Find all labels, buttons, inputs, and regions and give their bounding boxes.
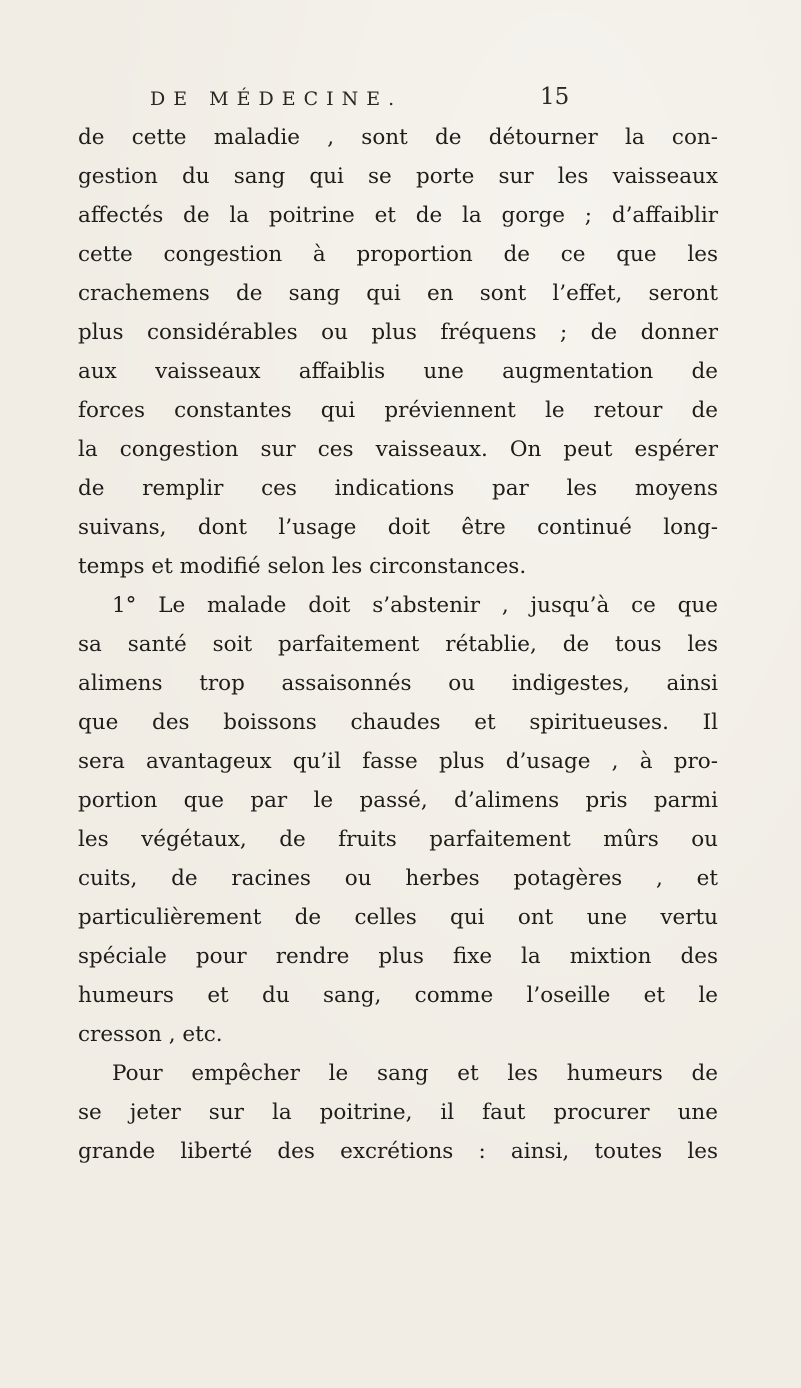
- text-line: aux vaisseaux affaiblis une augmentation de: [78, 359, 718, 384]
- text-line: cette congestion à proportion de ce que les: [78, 242, 718, 267]
- text-line: suivans, dont l’usage doit être continué long-: [78, 515, 718, 540]
- text-line: la congestion sur ces vaisseaux. On peut espérer: [78, 437, 718, 462]
- text-line: gestion du sang qui se porte sur les vaisseaux: [78, 164, 718, 189]
- text-line: forces constantes qui préviennent le retour de: [78, 398, 718, 423]
- text-line: plus considérables ou plus fréquens ; de donner: [78, 320, 718, 345]
- text-line: alimens trop assaisonnés ou indigestes, ainsi: [78, 671, 718, 696]
- text-line: que des boissons chaudes et spiritueuses. Il: [78, 710, 718, 735]
- page-number: 15: [540, 84, 570, 110]
- text-line: de cette maladie , sont de détourner la con-: [78, 125, 718, 150]
- text-line: se jeter sur la poitrine, il faut procurer une: [78, 1100, 718, 1125]
- text-line: grande liberté des excrétions : ainsi, toutes les: [78, 1139, 718, 1164]
- text-line: spéciale pour rendre plus fixe la mixtion des: [78, 944, 718, 969]
- text-line: cresson , etc.: [78, 1022, 223, 1047]
- text-line: Pour empêcher le sang et les humeurs de: [112, 1061, 718, 1086]
- text-line: crachemens de sang qui en sont l’effet, seront: [78, 281, 718, 306]
- text-line: sera avantageux qu’il fasse plus d’usage , à pro-: [78, 749, 718, 774]
- running-title: DE MÉDECINE.: [150, 88, 403, 110]
- text-line: portion que par le passé, d’alimens pris parmi: [78, 788, 718, 813]
- text-line: affectés de la poitrine et de la gorge ; d’affaiblir: [78, 203, 718, 228]
- body-text: [78, 118, 718, 1171]
- text-line: les végétaux, de fruits parfaitement mûrs ou: [78, 827, 718, 852]
- text-line: sa santé soit parfaitement rétablie, de tous les: [78, 632, 718, 657]
- text-line: particulièrement de celles qui ont une vertu: [78, 905, 718, 930]
- text-line: temps et modifié selon les circonstances.: [78, 554, 527, 579]
- running-head: [150, 86, 750, 116]
- text-line: humeurs et du sang, comme l’oseille et le: [78, 983, 718, 1008]
- text-line: cuits, de racines ou herbes potagères , et: [78, 866, 718, 891]
- text-line: 1° Le malade doit s’abstenir , jusqu’à ce que: [112, 593, 718, 618]
- text-line: de remplir ces indications par les moyens: [78, 476, 718, 501]
